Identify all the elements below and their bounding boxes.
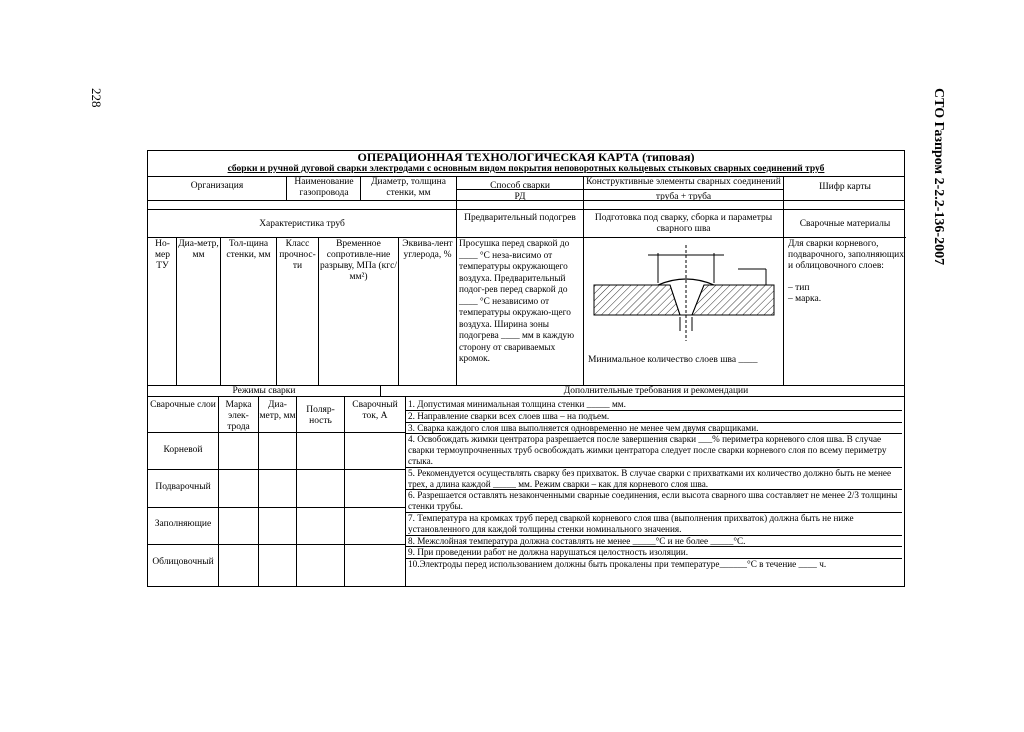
- col-carbon: Эквива-лент углерода, %: [402, 239, 453, 260]
- page-number: 228: [89, 88, 104, 108]
- organization-label: Организация: [190, 181, 244, 191]
- materials-text: Для сварки корневого, подварочного, заполняющих и облицовочного слоев:: [788, 239, 904, 271]
- col-tu: Но-мер ТУ: [155, 239, 170, 271]
- row-backing: Подварочный: [155, 482, 211, 492]
- requirements-title: Дополнительные требования и рекомендации: [563, 386, 749, 396]
- req-1: 1. Допустимая минимальная толщина стенки _____ мм.: [406, 399, 902, 411]
- diameter-thickness-label: Диаметр, толщина стенки, мм: [371, 177, 446, 198]
- assembly-title: Подготовка под сварку, сборка и параметры сварного шва: [594, 213, 773, 234]
- col-thickness: Тол-щина стенки, мм: [226, 239, 271, 260]
- req-2: 2. Направление сварки всех слоев шва – на подъем.: [406, 411, 902, 423]
- materials-title: Сварочные материалы: [799, 219, 891, 229]
- col-polarity: Поляр-ность: [306, 405, 335, 426]
- materials-type: – тип: [788, 283, 810, 293]
- req-5: 5. Рекомендуется осуществлять сварку без прихваток. В случае сварки с прихватками их количество должно быть не менее трех, а длина каждой _____ мм. Режим сварки – как для корневого слоя шва.: [406, 468, 902, 491]
- pipeline-name-label: Наименование газопровода: [294, 177, 354, 198]
- structural-elements-value: труба + труба: [655, 192, 712, 202]
- card-code-label: Шифр карты: [819, 182, 871, 192]
- standard-code: СТО Газпром 2-2.2-136-2007: [931, 88, 946, 266]
- requirements-list: [406, 399, 902, 570]
- req-8: 8. Межслойная температура должна составлять не менее _____°С и не более _____°С.: [406, 536, 902, 548]
- req-6: 6. Разрешается оставлять незаконченными сварные соединения, если высота сварного шва составляет не менее 2/3 толщины стенки трубы.: [406, 490, 902, 513]
- req-7: 7. Температура на кромках труб перед сваркой корневого слоя шва (выполнения прихваток) должна быть не ниже установленного для каждой толщины стенки номинального значения.: [406, 513, 902, 536]
- welding-method-value: РД: [514, 192, 526, 202]
- modes-title: Режимы сварки: [232, 386, 296, 396]
- row-filling: Заполняющие: [154, 519, 212, 529]
- welding-method-label: Способ сварки: [490, 181, 550, 191]
- col-strength-class: Класс прочнос-ти: [279, 239, 316, 271]
- operational-card: [147, 150, 905, 587]
- req-4: 4. Освобождать жимки центратора разрешается после завершения сварки ___% периметра корневого слоя шва. В случае сварки термоупрочненных труб освобождать жимки центратора следует после сварки корневого слоя по всему периметру стыка.: [406, 434, 902, 467]
- preheat-title: Предварительный подогрев: [464, 213, 576, 223]
- req-9: 9. При проведении работ не должна нарушаться целостность изоляции.: [406, 547, 902, 559]
- structural-elements-label: Конструктивные элементы сварных соединений: [586, 177, 781, 187]
- materials-brand: – марка.: [788, 294, 822, 304]
- col-layers: Сварочные слои: [150, 400, 216, 410]
- req-3: 3. Сварка каждого слоя шва выполняется одновременно не менее чем двумя сварщиками.: [406, 423, 902, 435]
- col-tensile: Временное сопротивле-ние разрыву, МПа (кгс/мм²): [320, 239, 397, 282]
- col-electrode: Марка элек-трода: [225, 400, 252, 432]
- min-layers-label: Минимальное количество слоев шва ____: [588, 355, 758, 365]
- preheat-text: Просушка перед сваркой до ____ °С неза-висимо от температуры окружающего воздуха. Предварительный подог-рев перед сваркой до ____ °С независимо от температуры окружаю-щего воздуха. Ширина зоны подогрева ____ мм в каждую сторону от свариваемых кромок.: [459, 239, 575, 364]
- row-cap: Облицовочный: [152, 557, 214, 567]
- col-current: Сварочный ток, А: [352, 400, 398, 421]
- card-title: ОПЕРАЦИОННАЯ ТЕХНОЛОГИЧЕСКАЯ КАРТА (типовая): [357, 150, 695, 164]
- pipe-char-title: Характеристика труб: [259, 219, 345, 229]
- col-diameter: Диа-метр, мм: [178, 239, 219, 260]
- card-subtitle: сборки и ручной дуговой сварки электродами с основным видом покрытия неповоротных кольцевых стыковых сварных соединений труб: [227, 164, 825, 174]
- req-10: 10.Электроды перед использованием должны быть прокалены при температуре______°С в течение ____ ч.: [408, 559, 827, 570]
- row-root: Корневой: [163, 445, 203, 455]
- col-elec-diameter: Диа-метр, мм: [259, 400, 296, 421]
- weld-joint-diagram: [588, 243, 780, 353]
